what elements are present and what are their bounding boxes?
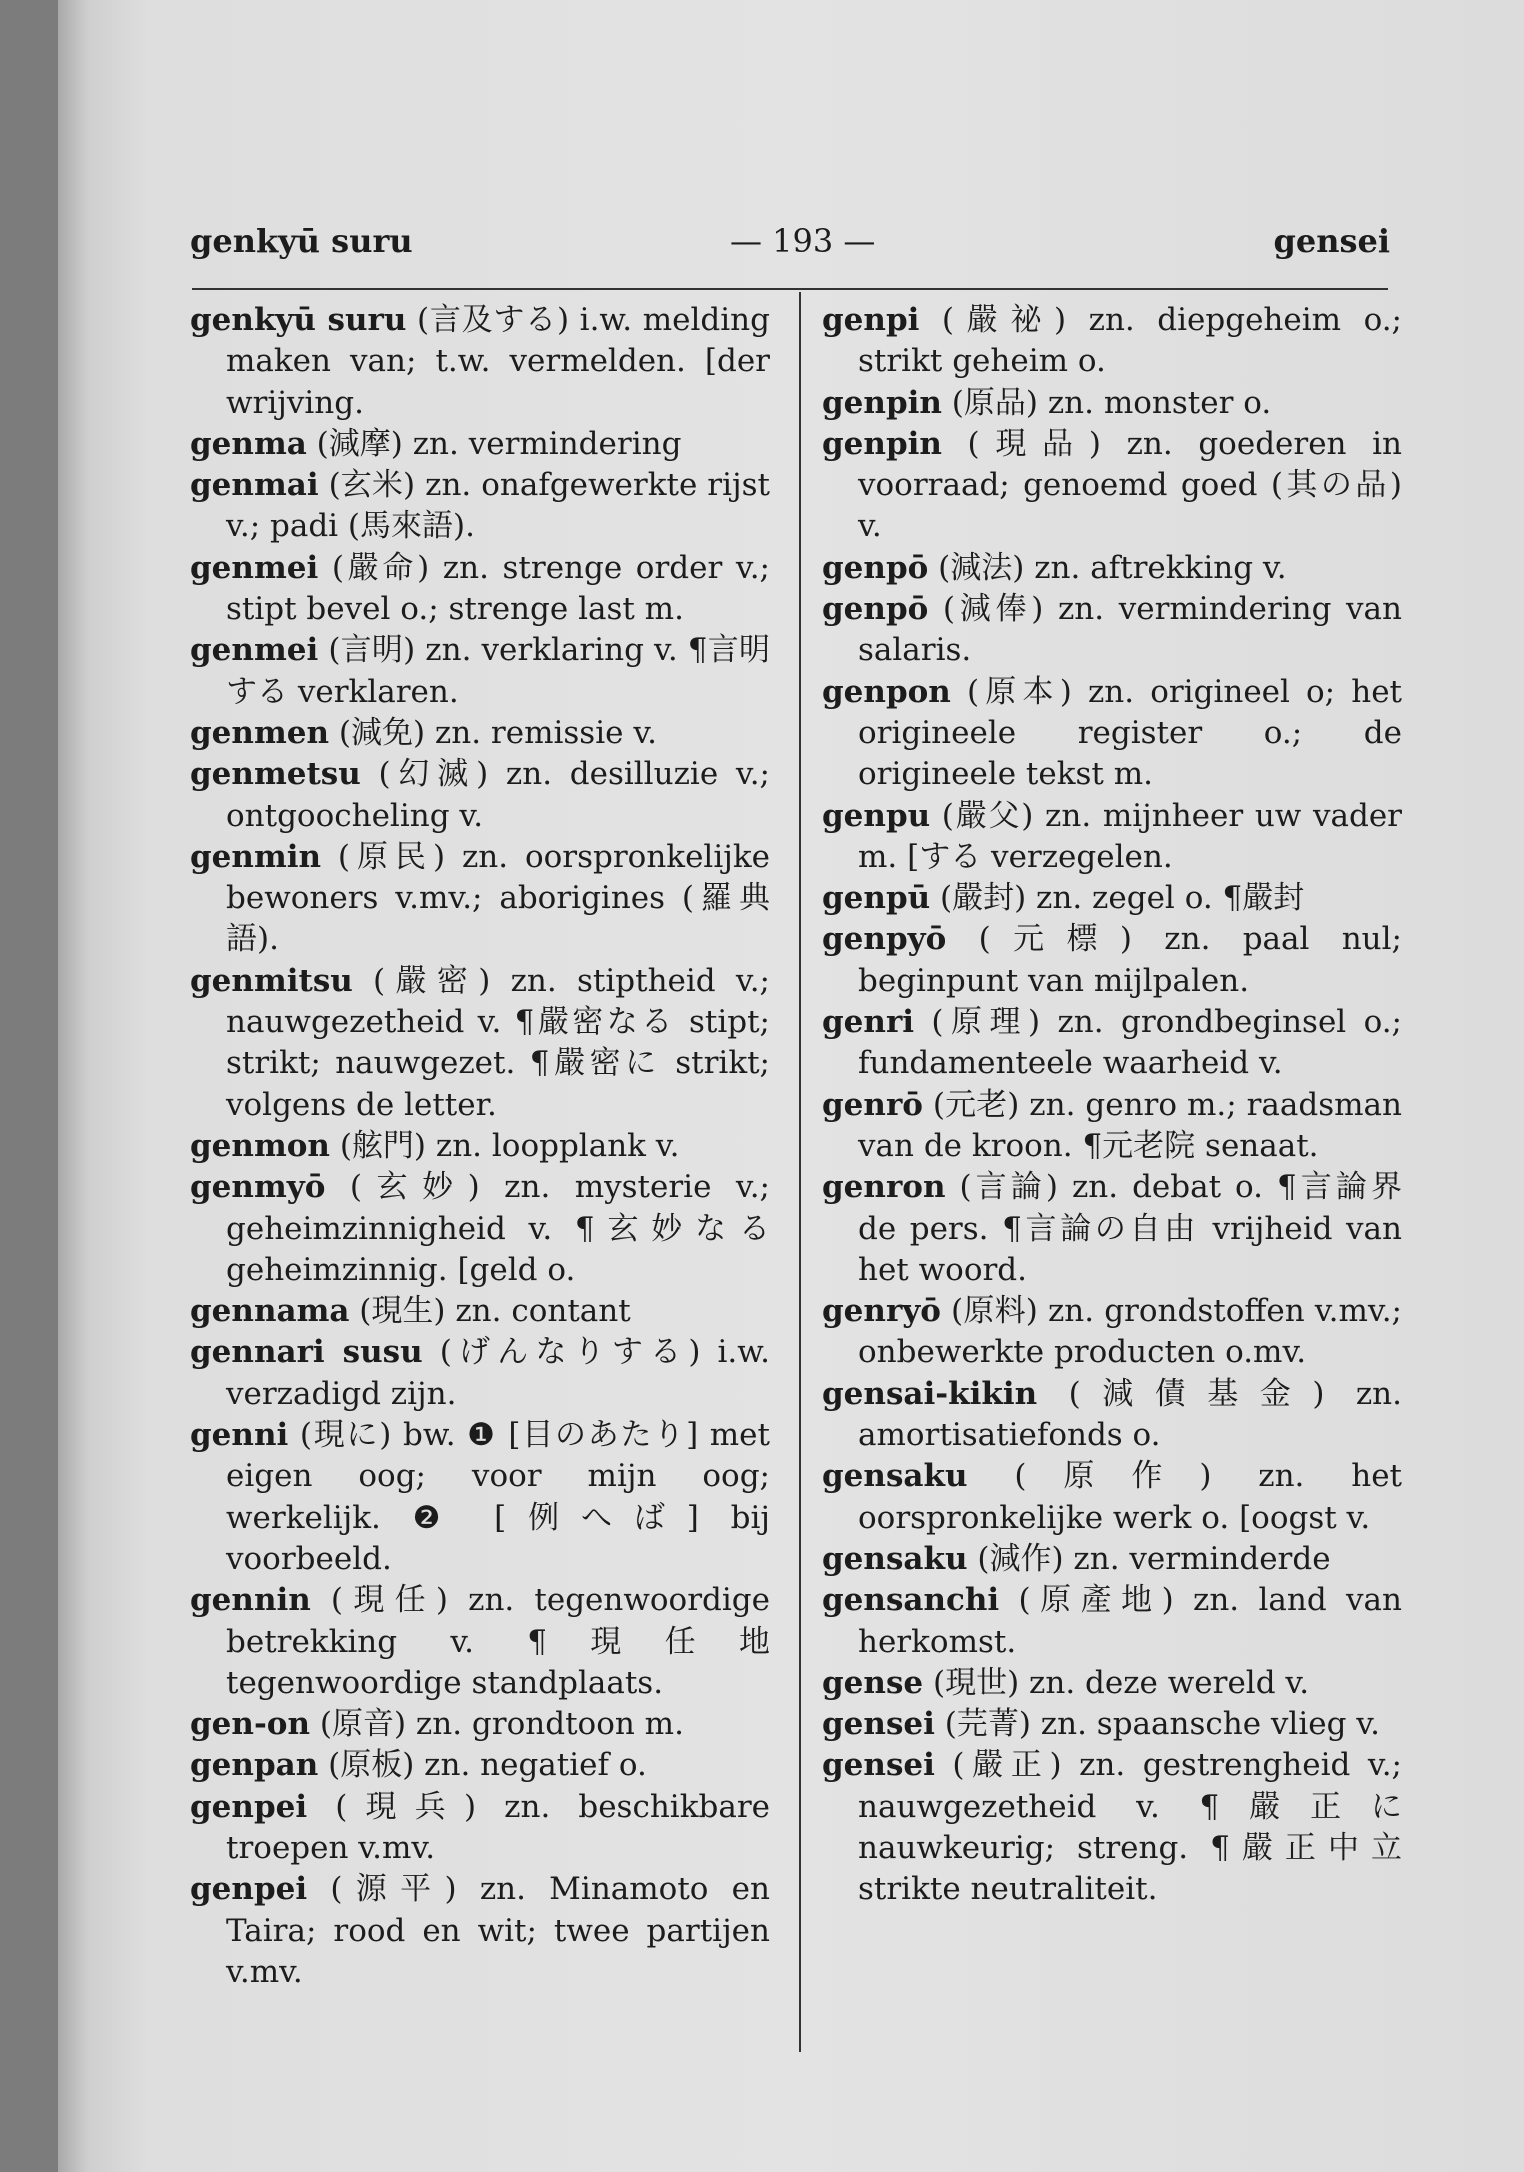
dictionary-entry	[822, 919, 1402, 1002]
headword: genpu	[822, 797, 931, 834]
dictionary-entry	[822, 1745, 1402, 1910]
headword: gensaku	[822, 1540, 968, 1577]
dictionary-entry	[190, 1126, 770, 1167]
dictionary-entry	[822, 1002, 1402, 1085]
dictionary-entry	[822, 1580, 1402, 1663]
definition: (原理) zn. grondbeginsel o.; fundamenteele waarheid v.	[858, 1004, 1402, 1082]
dictionary-entry	[190, 1745, 770, 1786]
dictionary-entry	[822, 878, 1402, 919]
definition: (嚴密) zn. stiptheid v.; nauwgezetheid v. ¶嚴密なる stipt; strikt; nauwgezet. ¶嚴密に strikt; volgens de letter.	[226, 962, 770, 1123]
definition: (原板) zn. negatief o.	[318, 1747, 647, 1784]
headword: genmen	[190, 714, 330, 751]
dictionary-entry	[822, 1291, 1402, 1374]
headword: gensei	[822, 1747, 935, 1784]
dictionary-entry	[822, 548, 1402, 589]
definition: (原本) zn. origineel o; het origineele register o.; de origineele tekst m.	[858, 673, 1402, 793]
definition: (言論) zn. debat o. ¶言論界 de pers. ¶言論の自由 vrijheid van het woord.	[858, 1169, 1402, 1288]
definition: (原民) zn. oorspronkelijke bewoners v.mv.; aborigines (羅典語).	[226, 838, 770, 958]
dictionary-entry	[822, 424, 1402, 548]
definition: (玄米) zn. onafgewerkte rijst v.; padi (馬來語).	[226, 467, 770, 545]
headword: gensanchi	[822, 1582, 1000, 1619]
dictionary-entry	[822, 383, 1402, 424]
dictionary-entry	[190, 424, 770, 465]
dictionary-entry	[190, 1787, 770, 1870]
dictionary-entry	[190, 630, 770, 713]
definition: (原品) zn. monster o.	[941, 384, 1272, 421]
dictionary-entry	[190, 1167, 770, 1291]
headword: gen-on	[190, 1706, 311, 1743]
dictionary-entry	[822, 1704, 1402, 1745]
headword: genni	[190, 1417, 289, 1454]
headword: genpei	[190, 1871, 308, 1908]
headword: genpō	[822, 549, 929, 586]
dictionary-entry	[190, 1332, 770, 1415]
right-column	[822, 300, 1402, 1911]
definition: (げんなりする) i.w. verzadigd zijn.	[226, 1334, 771, 1412]
dictionary-entry	[822, 1456, 1402, 1539]
headword: genri	[822, 1004, 915, 1041]
definition: (減摩) zn. vermindering	[306, 425, 682, 462]
definition: (原料) zn. grondstoffen v.mv.; onbewerkte producten o.mv.	[858, 1293, 1402, 1371]
definition: (原音) zn. grondtoon m.	[310, 1706, 684, 1743]
dictionary-entry	[190, 465, 770, 548]
headword: genmin	[190, 838, 322, 875]
dictionary-entry	[190, 1415, 770, 1580]
headword: genron	[822, 1169, 946, 1206]
dictionary-entry	[190, 1580, 770, 1704]
definition: (現生) zn. contant	[349, 1293, 631, 1330]
headword: genpei	[190, 1788, 308, 1825]
headword: genkyū suru	[190, 302, 407, 338]
dictionary-entry	[822, 300, 1402, 383]
headword: gennama	[190, 1293, 350, 1330]
definition: (減免) zn. remissie v.	[329, 714, 658, 751]
dictionary-entry	[822, 1167, 1402, 1291]
headword: genpyō	[822, 921, 947, 958]
dictionary-entry	[822, 796, 1402, 879]
definition: (嚴封) zn. zegel o. ¶嚴封	[930, 880, 1305, 917]
left-column	[190, 300, 770, 1993]
definition: (現に) bw. ❶ [目のあたり] met eigen oog; voor mijn oog; werkelijk. ❷ [例へば] bij voorbeeld.	[226, 1417, 770, 1577]
definition: (現世) zn. deze wereld v.	[923, 1664, 1310, 1701]
dictionary-entry	[190, 300, 770, 424]
headword: genpō	[822, 591, 929, 628]
definition: (舷門) zn. loopplank v.	[329, 1127, 680, 1164]
definition: (減法) zn. aftrekking v.	[928, 549, 1287, 586]
definition: (原產地) zn. land van herkomst.	[858, 1582, 1402, 1660]
dictionary-entry	[822, 672, 1402, 796]
definition: (嚴祕) zn. diepgeheim o.; strikt geheim o.	[858, 302, 1402, 380]
definition: (現兵) zn. beschikbare troepen v.mv.	[226, 1788, 770, 1866]
definition: (原作) zn. het oorspronkelijke werk o. [oogst v.	[858, 1458, 1402, 1536]
definition: (嚴命) zn. strenge order v.; stipt bevel o.; strenge last m.	[226, 549, 770, 628]
headword: genryō	[822, 1293, 941, 1330]
header-rule	[192, 288, 1388, 290]
dictionary-entry	[190, 548, 770, 631]
definition: (減作) zn. verminderde	[967, 1540, 1331, 1577]
definition: (言及する) i.w. melding maken van; t.w. vermelden. [der wrijving.	[226, 302, 770, 421]
headword: gense	[822, 1664, 924, 1701]
dictionary-entry	[822, 1663, 1402, 1704]
definition: (源平) zn. Minamoto en Taira; rood en wit; twee partijen v.mv.	[226, 1871, 770, 1990]
definition: (幻滅) zn. desilluzie v.; ontgoocheling v.	[226, 756, 770, 834]
dictionary-entry	[822, 589, 1402, 672]
dictionary-entry	[190, 1291, 770, 1332]
headword: genmai	[190, 467, 319, 504]
headword: gennin	[190, 1582, 311, 1619]
headword: genpan	[190, 1747, 319, 1784]
definition: (嚴正) zn. gestrengheid v.; nauwgezetheid v. ¶嚴正に nauwkeurig; streng. ¶嚴正中立 strikte neutraliteit.	[858, 1747, 1402, 1908]
dictionary-entry	[190, 1704, 770, 1745]
dictionary-entry	[190, 1869, 770, 1993]
headword: genpin	[822, 384, 942, 421]
header-right-guideword: gensei	[1273, 222, 1390, 260]
headword: genma	[190, 425, 307, 462]
dictionary-entry	[190, 837, 770, 961]
definition: (元老) zn. genro m.; raadsman van de kroon. ¶元老院 senaat.	[858, 1086, 1402, 1164]
headword: gennari susu	[190, 1334, 423, 1371]
headword: genmitsu	[190, 962, 353, 999]
definition: (芫菁) zn. spaansche vlieg v.	[934, 1706, 1380, 1743]
headword: genrō	[822, 1086, 923, 1123]
dictionary-entry	[190, 961, 770, 1126]
definition: (現任) zn. tegenwoordige betrekking v. ¶現任地 tegenwoordige standplaats.	[226, 1582, 770, 1701]
headword: genmei	[190, 632, 319, 669]
dictionary-entry	[822, 1539, 1402, 1580]
definition: (減債基金) zn. amortisatiefonds o.	[858, 1375, 1402, 1454]
page-number: — 193 —	[730, 222, 876, 260]
dictionary-entry	[822, 1085, 1402, 1168]
headword: genpin	[822, 425, 942, 462]
headword: gensei	[822, 1706, 935, 1743]
page-header	[190, 222, 1390, 262]
definition: (減俸) zn. vermindering van salaris.	[858, 591, 1402, 669]
definition: (現品) zn. goederen in voorraad; genoemd goed (其の品) v.	[858, 425, 1402, 545]
dictionary-entry	[190, 754, 770, 837]
headword: genmetsu	[190, 756, 361, 793]
dictionary-entry	[190, 713, 770, 754]
definition: (言明) zn. verklaring v. ¶言明する verklaren.	[226, 632, 770, 710]
header-left-guideword: genkyū suru	[190, 222, 413, 260]
headword: genmyō	[190, 1169, 326, 1206]
headword: gensaku	[822, 1458, 968, 1495]
column-divider	[799, 292, 801, 2052]
headword: genpon	[822, 673, 951, 710]
headword: genpū	[822, 880, 931, 917]
definition: (元標) zn. paal nul; beginpunt van mijlpalen.	[858, 921, 1402, 999]
definition: (玄妙) zn. mysterie v.; geheimzinnigheid v. ¶玄妙なる geheimzinnig. [geld o.	[226, 1169, 770, 1288]
dictionary-entry	[822, 1374, 1402, 1457]
definition: (嚴父) zn. mijnheer uw vader m. [する verzegelen.	[858, 797, 1402, 875]
headword: genmei	[190, 549, 319, 586]
headword: genpi	[822, 302, 920, 338]
headword: gensai-kikin	[822, 1375, 1038, 1412]
headword: genmon	[190, 1127, 330, 1164]
